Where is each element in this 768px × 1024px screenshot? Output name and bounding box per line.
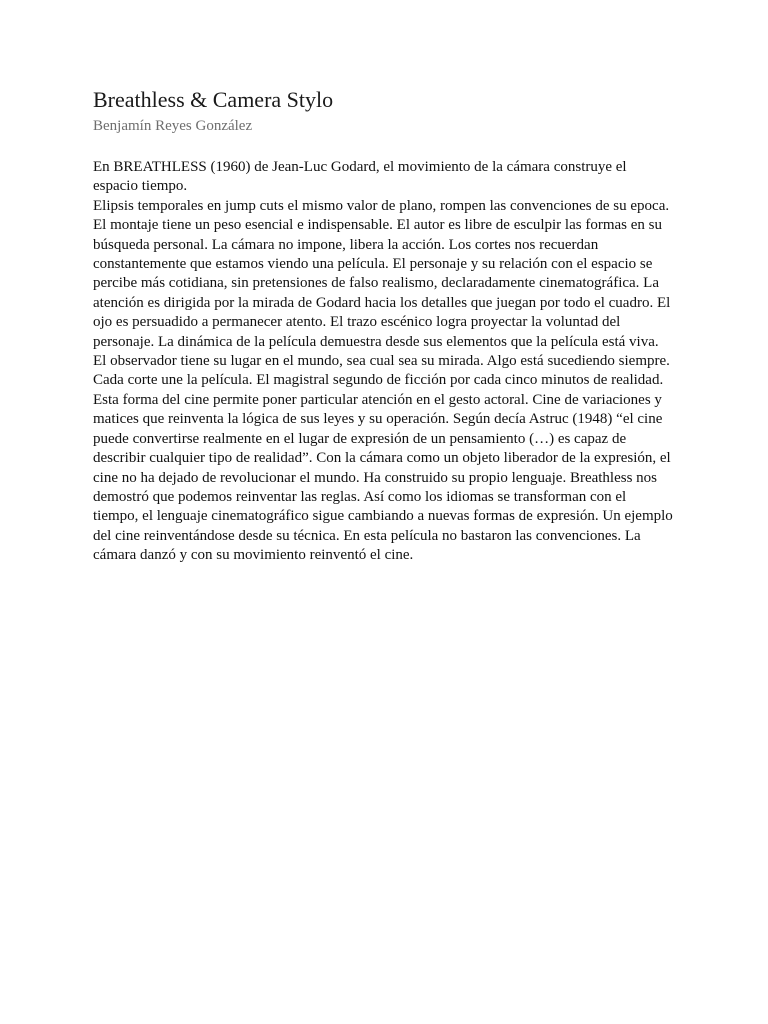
document-body bbox=[93, 158, 675, 566]
body-paragraph-intro: En BREATHLESS (1960) de Jean-Luc Godard, el movimiento de la cámara construye el espacio tiempo. bbox=[93, 159, 627, 195]
document-title: Breathless & Camera Stylo bbox=[93, 87, 334, 112]
body-paragraph-main: Elipsis temporales en jump cuts el mismo valor de plano, rompen las convenciones de su epoca. El montaje tiene un peso esencial e indispensable. El autor es libre de esculpir las formas en su búsqueda personal. La cámara no impone, libera la acción. Los cortes nos recuerdan constantemente que estamos viendo una película. El personaje y su relación con el espacio se percibe más cotidiana, sin pretensiones de falso realismo, declaradamente cinematográfica. La atención es dirigida por la mirada de Godard hacia los detalles que juegan por todo el cuadro. El ojo es persuadido a permanecer atento. El trazo escénico logra proyectar la voluntad del personaje. La dinámica de la película demuestra desde sus elementos que la película está viva. El observador tiene su lugar en el mundo, sea cual sea su mirada. Algo está sucediendo siempre. Cada corte une la película. El magistral segundo de ficción por cada cinco minutos de realidad. Esta forma del cine permite poner particular atención en el gesto actoral. Cine de variaciones y matices que reinventa la lógica de sus leyes y su operación. Según decía Astruc (1948) “el cine puede convertirse realmente en el lugar de expresión de un pensamiento (…) es capaz de describir cualquier tipo de realidad”. Con la cámara como un objeto liberador de la expresión, el cine no ha dejado de revolucionar el mundo. Ha construido su propio lenguaje. Breathless nos demostró que podemos reinventar las reglas. Así como los idiomas se transforman con el tiempo, el lenguaje cinematográfico sigue cambiando a nuevas formas de expresión. Un ejemplo del cine reinventándose desde su técnica. En esta película no bastaron las convenciones. La cámara danzó y con su movimiento reinventó el cine. bbox=[93, 197, 673, 564]
document-author: Benjamín Reyes González bbox=[93, 118, 253, 134]
document-page bbox=[93, 86, 675, 566]
